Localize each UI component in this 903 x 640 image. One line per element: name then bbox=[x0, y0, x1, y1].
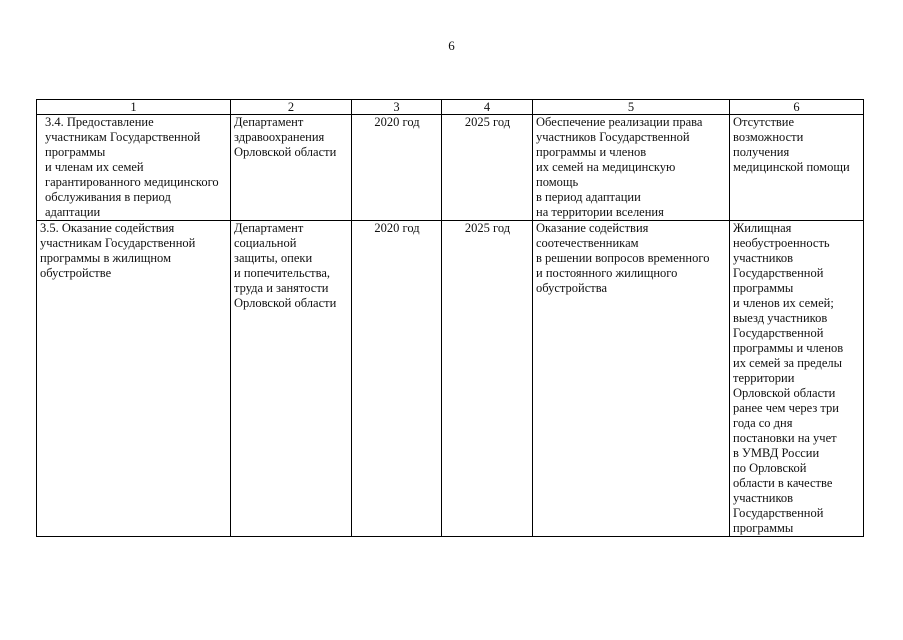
end-year-cell: 2025 год bbox=[442, 221, 533, 537]
page-number: 6 bbox=[448, 38, 455, 53]
column-header-6: 6 bbox=[730, 100, 864, 115]
measure-cell: 3.4. Предоставление участникам Государственной программы и членам их семей гарантированного медицинского обслуживания в период адаптации bbox=[37, 115, 231, 221]
executor-cell: Департамент здравоохранения Орловской области bbox=[231, 115, 352, 221]
column-header-3: 3 bbox=[352, 100, 442, 115]
start-year-cell: 2020 год bbox=[352, 221, 442, 537]
end-year-cell: 2025 год bbox=[442, 115, 533, 221]
consequences-cell: Жилищная необустроенность участников Государственной программы и членов их семей; выезд участников Государственной программы и членов их семей за пределы территории Орловской области ранее чем через три года со дня постановки на учет в УМВД России по Орловской области в качестве участников Государственной программы bbox=[730, 221, 864, 537]
executor-cell: Департамент социальной защиты, опеки и попечительства, труда и занятости Орловской области bbox=[231, 221, 352, 537]
table-row bbox=[37, 115, 864, 221]
column-header-1: 1 bbox=[37, 100, 231, 115]
start-year-cell: 2020 год bbox=[352, 115, 442, 221]
column-header-4: 4 bbox=[442, 100, 533, 115]
table-row bbox=[37, 221, 864, 537]
program-measures-table bbox=[36, 99, 864, 537]
header-row bbox=[37, 100, 864, 115]
measure-cell: 3.5. Оказание содействия участникам Государственной программы в жилищном обустройстве bbox=[37, 221, 231, 537]
column-header-5: 5 bbox=[533, 100, 730, 115]
expected-result-cell: Оказание содействия соотечественникам в решении вопросов временного и постоянного жилищного обустройства bbox=[533, 221, 730, 537]
expected-result-cell: Обеспечение реализации права участников Государственной программы и членов их семей на медицинскую помощь в период адаптации на территории вселения bbox=[533, 115, 730, 221]
column-header-2: 2 bbox=[231, 100, 352, 115]
consequences-cell: Отсутствие возможности получения медицинской помощи bbox=[730, 115, 864, 221]
